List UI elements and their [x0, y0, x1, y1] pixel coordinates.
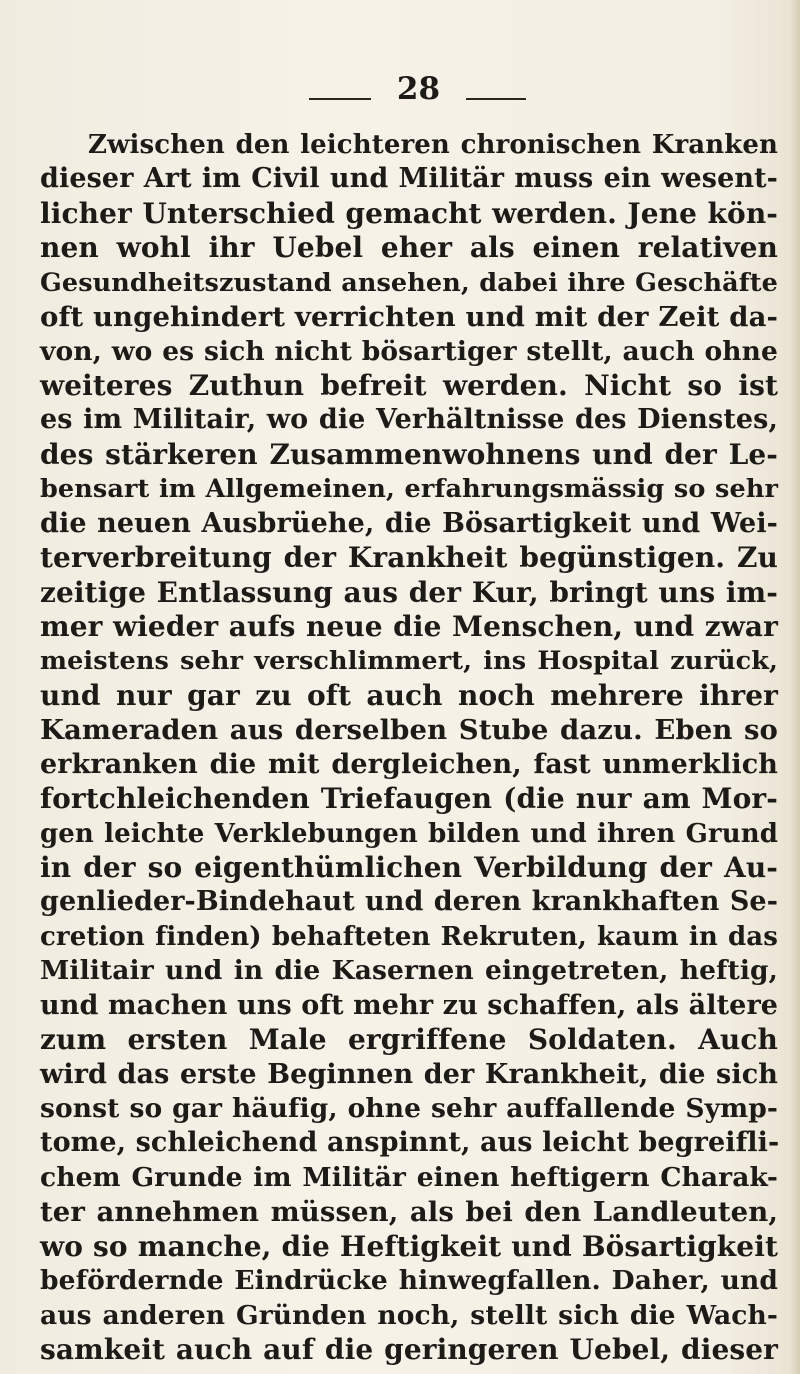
text-line: Zwischen den leichteren chronischen Kranken	[88, 130, 778, 160]
text-line: bensart im Allgemeinen, erfahrungsmässig so sehr	[40, 474, 778, 504]
text-line: oft ungehindert verrichten und mit der Zeit da-	[40, 301, 778, 333]
text-line: wo so manche, die Heftigkeit und Bösartigkeit	[40, 1230, 778, 1263]
text-line: von, wo es sich nicht bösartiger stellt, auch ohne	[40, 336, 778, 367]
text-line: und machen uns oft mehr zu schaffen, als ältere	[40, 990, 779, 1021]
text-line: chem Grunde im Militär einen heftigern Charak-	[40, 1162, 778, 1193]
text-line: Militair und in die Kasernen eingetreten, heftig,	[40, 955, 778, 986]
page-number: 28	[396, 71, 441, 107]
text-line: in der so eigenthümlichen Verbildung der Au-	[40, 851, 778, 884]
text-line: aus anderen Gründen noch, stellt sich die Wach-	[40, 1300, 778, 1331]
text-line: weiteres Zuthun befreit werden. Nicht so ist	[40, 369, 778, 402]
page-header	[0, 52, 800, 107]
text-line: samkeit auch auf die geringeren Uebel, dieser	[40, 1333, 778, 1366]
text-line: ter annehmen müssen, als bei den Landleuten,	[40, 1196, 778, 1228]
text-line: tome, schleichend anspinnt, aus leicht begreifli-	[40, 1127, 780, 1158]
text-line: nen wohl ihr Uebel eher als einen relativen	[40, 231, 778, 264]
text-line: erkranken die mit dergleichen, fast unmerklich	[40, 749, 778, 780]
text-line: Gesundheitszustand ansehen, dabei ihre Geschäfte	[40, 268, 778, 298]
text-line: es im Militair, wo die Verhältnisse des Dienstes,	[40, 404, 778, 435]
text-line: die neuen Ausbrüehe, die Bösartigkeit und Wei-	[40, 508, 778, 539]
text-line: befördernde Eindrücke hinwegfallen. Daher, und	[40, 1265, 778, 1296]
text-line: cretion finden) behafteten Rekruten, kaum in das	[40, 922, 778, 952]
text-line: genlieder-Bindehaut und deren krankhaften Se-	[40, 886, 778, 917]
text-line: zum ersten Male ergriffene Soldaten. Auch	[40, 1023, 778, 1056]
text-line: mer wieder aufs neue die Menschen, und zwar	[40, 610, 778, 643]
text-line: des stärkeren Zusammenwohnens und der Le-	[40, 438, 778, 471]
header-rule-right	[466, 98, 526, 100]
header-rule-left	[309, 98, 371, 100]
text-line: fortchleichenden Triefaugen (die nur am Mor-	[40, 782, 778, 815]
text-line: sonst so gar häufig, ohne sehr auffallende Symp-	[40, 1093, 778, 1124]
text-line: meistens sehr verschlimmert, ins Hospital zurück,	[40, 646, 778, 676]
text-line: licher Unterschied gemacht werden. Jene kön-	[40, 197, 778, 230]
text-line: terverbreitung der Krankheit begünstigen. Zu	[40, 541, 778, 574]
text-line: gen leichte Verklebungen bilden und ihren Grund	[40, 819, 778, 849]
page-edge	[790, 0, 800, 1374]
text-line: und nur gar zu oft auch noch mehrere ihrer	[40, 679, 778, 712]
text-line: dieser Art im Civil und Militär muss ein wesent-	[40, 163, 778, 194]
text-line: wird das erste Beginnen der Krankheit, die sich	[40, 1059, 778, 1090]
text-line: Kameraden aus derselben Stube dazu. Eben so	[40, 714, 778, 746]
text-line: zeitige Entlassung aus der Kur, bringt uns im-	[40, 576, 778, 609]
